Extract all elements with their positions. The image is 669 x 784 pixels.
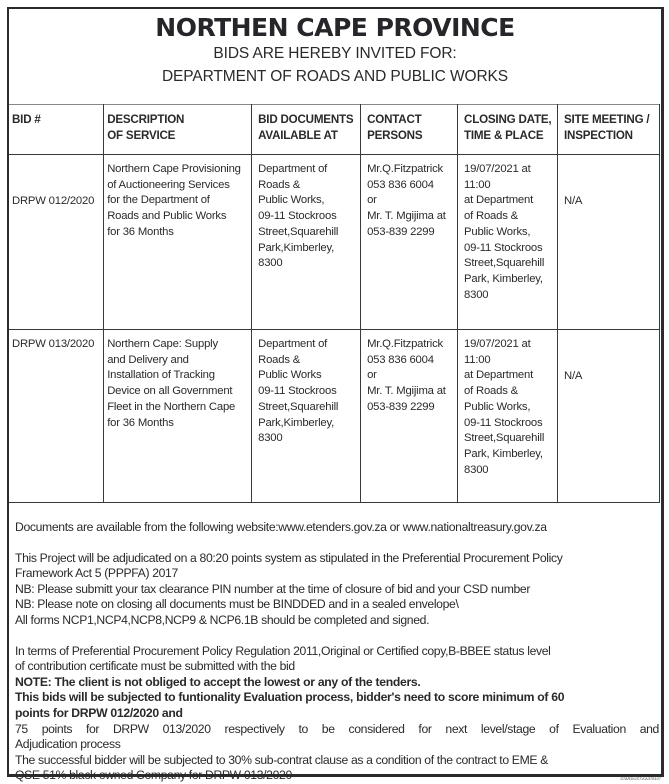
cell-text-line: 11:00 <box>464 353 491 366</box>
cell-text-line: 8300 <box>258 257 283 270</box>
column-header-contacts <box>361 105 458 155</box>
subtitle-department: DEPARTMENT OF ROADS AND PUBLIC WORKS <box>161 68 509 85</box>
cell-text-line: Device on all Government <box>107 385 233 398</box>
notes-section <box>15 514 659 784</box>
cell-text-line: BID # <box>12 113 41 126</box>
cell-text-line: Installation of Tracking <box>107 369 215 382</box>
documents-website-note: Documents are available from the following website:www.etenders.gov.za or www.nationaltreasury.gov.za <box>15 520 547 534</box>
cell-text-line: Street,Squarehill <box>464 257 545 270</box>
cell-text-line: Park,Kimberley, <box>258 416 335 429</box>
cell-text-line: DESCRIPTION <box>107 113 185 126</box>
cell-text-line: Mr. T. Mgijima at <box>367 210 446 223</box>
cell-text-line: of Auctioneering Services <box>107 178 230 191</box>
cell-text-line: or <box>367 369 377 382</box>
cell-text-line: 053 836 6004 <box>367 353 434 366</box>
cell-text-line: for 36 Months <box>107 416 174 429</box>
cell-text-line: Roads and Public Works <box>107 210 227 223</box>
cell-text-line: 11:00 <box>464 178 491 191</box>
cell-text-line: Street,Squarehill <box>258 225 339 238</box>
site-meeting-cell: N/A <box>558 330 660 503</box>
cell-text-line: for 36 Months <box>107 225 174 238</box>
column-header-site-meeting <box>558 105 660 155</box>
cell-text-line: AVAILABLE AT <box>258 128 338 142</box>
points-note-line2: Adjudication process <box>15 737 121 752</box>
cell-text-line: Mr.Q.Fitzpatrick <box>367 163 443 175</box>
documents-cell <box>252 330 361 503</box>
site-meeting-cell: N/A <box>558 155 660 330</box>
cell-text-line: Northern Cape: Supply <box>107 338 218 350</box>
cell-text-line: Park,Kimberley, <box>258 241 335 254</box>
cell-text-line: SITE MEETING / <box>564 113 650 126</box>
description-cell <box>104 330 252 503</box>
table-row <box>9 330 660 503</box>
cell-text-line: Public Works, <box>464 225 531 238</box>
cell-text-line: Roads & <box>258 178 301 191</box>
cell-text-line: Roads & <box>258 353 301 366</box>
cell-text-line: 19/07/2021 at <box>464 163 531 175</box>
cell-text-line: CLOSING DATE, <box>464 113 552 126</box>
cell-text-line: 09-11 Stockroos <box>464 416 543 429</box>
page-title: NORTHEN CAPE PROVINCE <box>155 13 515 42</box>
subcontract-note-line1: The successful bidder will be subjected to 30% sub-contrat clause as a condition of the contract to EME & <box>15 752 548 767</box>
cell-text-line: Street,Squarehill <box>258 400 339 413</box>
contacts-cell <box>361 330 458 503</box>
cell-text-line: 053-839 2299 <box>367 225 435 238</box>
cell-text-line: 053 836 6004 <box>367 178 434 191</box>
description-cell <box>104 155 252 330</box>
cell-text-line: 09-11 Stockroos <box>258 385 337 398</box>
column-header-bid <box>9 105 104 155</box>
cell-text-line: of Roads & <box>464 385 518 398</box>
cell-text-line: and Delivery and <box>107 353 189 366</box>
cell-text-line: TIME & PLACE <box>464 128 544 142</box>
cell-text-line: 053-839 2299 <box>367 400 435 413</box>
cell-text-line: Public Works, <box>464 400 531 413</box>
closing-cell <box>458 330 558 503</box>
footer-code: STARDUST-KA378107 <box>620 776 661 781</box>
subtitle-bids-invited: BIDS ARE HEREBY INVITED FOR: <box>213 45 457 62</box>
cell-text-line: BID DOCUMENTS <box>258 113 354 126</box>
cell-text-line: CONTACT <box>367 113 422 126</box>
functionality-note-line2: points for DRPW 012/2020 and <box>15 705 183 720</box>
cell-text-line: Fleet in the Northern Cape <box>107 400 236 413</box>
cell-text-line: Department of <box>258 163 328 175</box>
cell-text-line: at Department <box>464 369 534 382</box>
cell-text-line: 09-11 Stockroos <box>464 241 543 254</box>
cell-text-line: Mr.Q.Fitzpatrick <box>367 338 443 350</box>
table-header-row <box>9 105 660 155</box>
cell-text-line: Northern Cape Provisioning <box>107 163 241 175</box>
adjudication-note-line1: This Project will be adjudicated on a 80:20 points system as stipulated in the Preferential Procurement Policy <box>15 550 563 565</box>
column-header-documents <box>252 105 361 155</box>
cell-text-line: Public Works, <box>258 194 325 207</box>
cell-text-line: 19/07/2021 at <box>464 338 531 350</box>
cell-text-line: of Roads & <box>464 210 518 223</box>
documents-cell <box>252 155 361 330</box>
cell-text-line: 09-11 Stockroos <box>258 210 337 223</box>
cell-text-line: PERSONS <box>367 128 423 142</box>
bid-number: DRPW 013/2020 <box>9 330 104 503</box>
subcontract-note-line2: QSE 51% black owned Company for DRPW 013/2020 <box>15 768 292 783</box>
ppr-note-line2: of contribution certificate must be submitted with the bid <box>15 659 295 674</box>
cell-text-line: Park, Kimberley, <box>464 272 543 285</box>
client-note: NOTE: The client is not obliged to accept the lowest or any of the tenders. <box>15 674 421 689</box>
tax-clearance-note: NB: Please submitt your tax clearance PIN number at the time of closure of bid and your CSD number <box>15 581 531 596</box>
closing-cell <box>458 155 558 330</box>
cell-text-line: Park, Kimberley, <box>464 447 543 460</box>
bids-table <box>9 104 660 503</box>
cell-text-line: Department of <box>258 338 328 350</box>
contacts-cell <box>361 155 458 330</box>
adjudication-note-line2: Framework Act 5 (PPPFA) 2017 <box>15 566 178 581</box>
cell-text-line: at Department <box>464 194 534 207</box>
cell-text-line: Street,Squarehill <box>464 432 545 445</box>
functionality-note-line1: This bids will be subjected to funtionality Evaluation process, bidder's need to score minimum of 60 <box>15 690 565 705</box>
cell-text-line: 8300 <box>464 463 489 476</box>
cell-text-line: Public Works <box>258 369 322 382</box>
cell-text-line: INSPECTION <box>564 128 633 142</box>
cell-text-line: Mr. T. Mgijima at <box>367 385 446 398</box>
cell-text-line: or <box>367 194 377 207</box>
binded-note: NB: Please note on closing all documents must be BINDDED and in a sealed envelope\ <box>15 597 459 612</box>
bid-number: DRPW 012/2020 <box>9 155 104 330</box>
column-header-description <box>104 105 252 155</box>
cell-text-line: 8300 <box>464 288 489 301</box>
cell-text-line: 8300 <box>258 432 283 445</box>
points-note-line1: 75 points for DRPW 013/2020 respectively to be considered for next level/stage of Evaluation and <box>15 721 659 736</box>
table-row <box>9 155 660 330</box>
cell-text-line: OF SERVICE <box>107 128 176 142</box>
cell-text-line: for the Department of <box>107 194 210 207</box>
ppr-note-line1: In terms of Preferential Procurement Policy Regulation 2011,Original or Certified copy,B-BBEE status level <box>15 643 551 658</box>
forms-note: All forms NCP1,NCP4,NCP8,NCP9 & NCP6.1B should be completed and signed. <box>15 612 430 627</box>
column-header-closing <box>458 105 558 155</box>
